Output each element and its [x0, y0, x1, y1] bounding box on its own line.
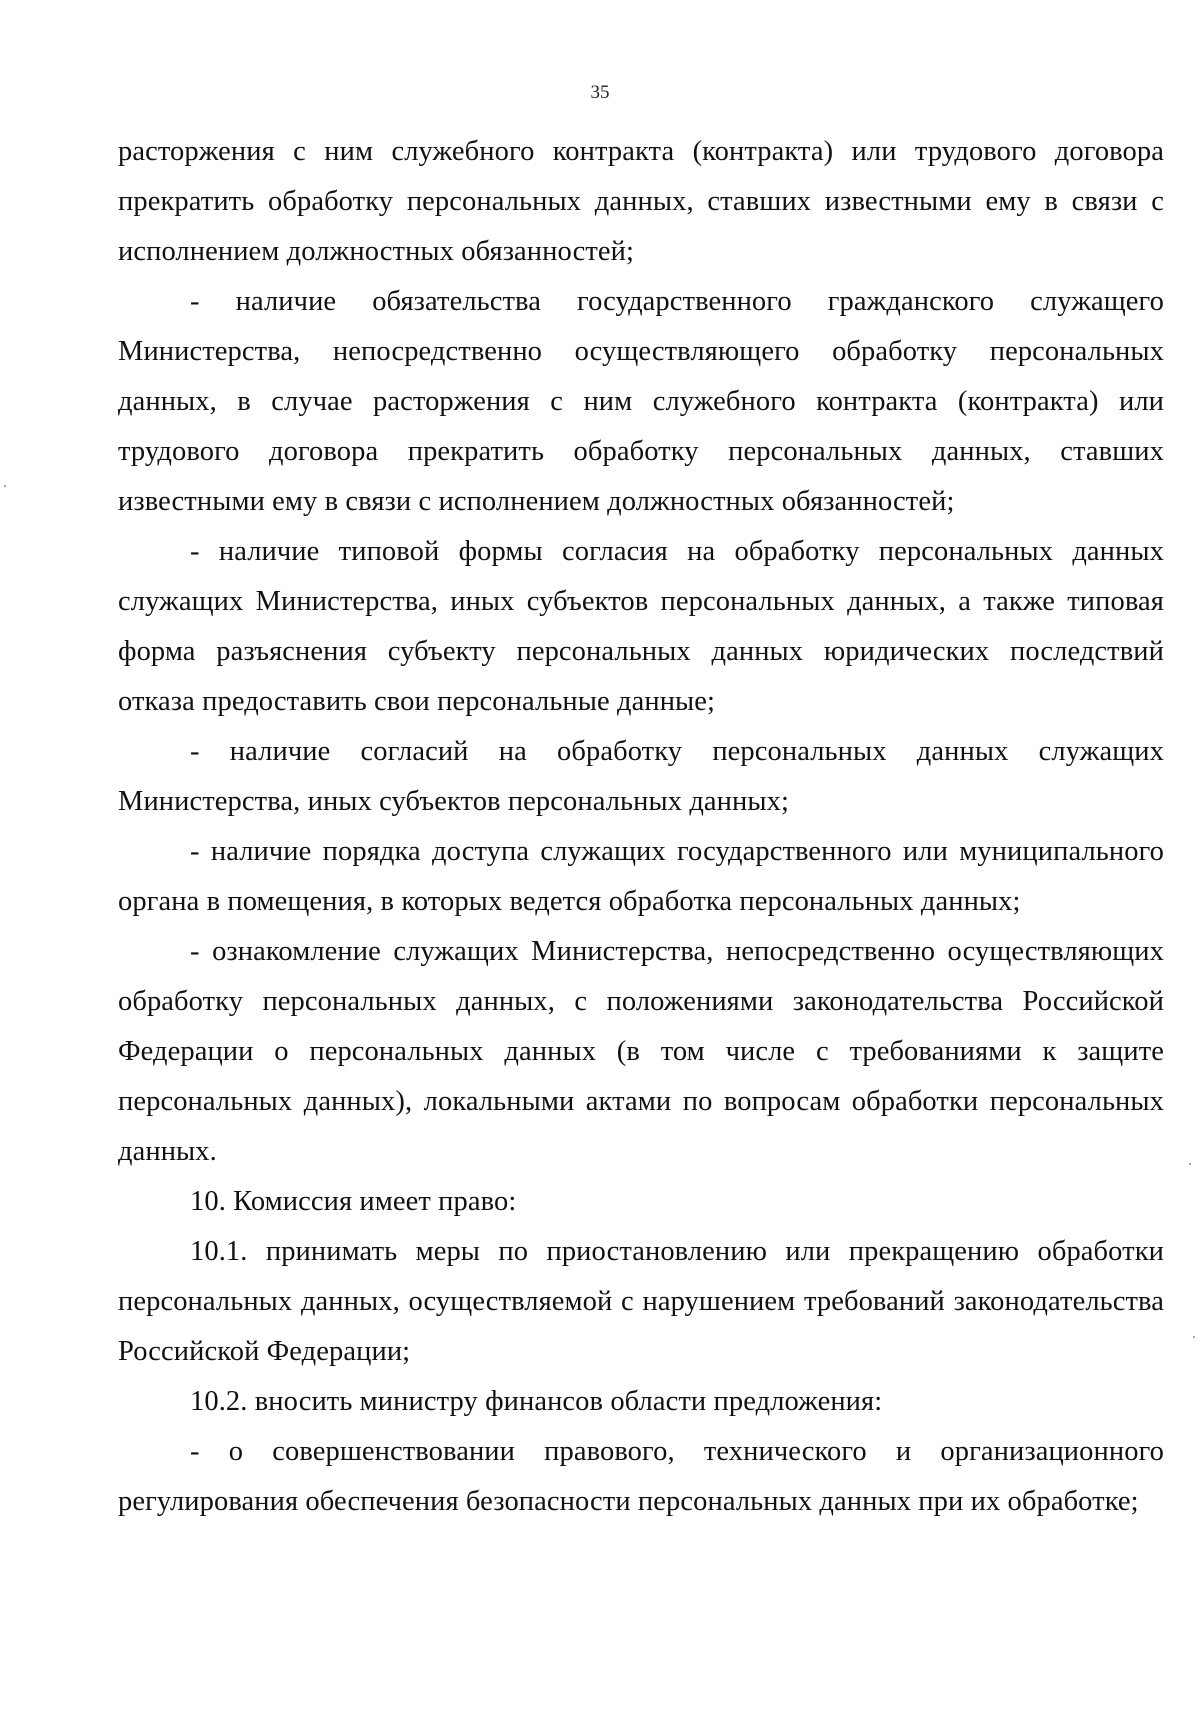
document-body: [118, 127, 1164, 1527]
paragraph-section-10: 10. Комиссия имеет право:: [190, 1186, 517, 1217]
paragraph-consents-item: - наличие согласий на обработку персональных данных служащих Министерства, иных субъектов персональных данных;: [118, 736, 1164, 817]
scan-speck: [4, 485, 6, 487]
paragraph-familiarization-item: - ознакомление служащих Министерства, непосредственно осуществляющих обработку персональных данных, с положениями законодательства Российской Федерации о персональных данных (в том числе с требованиями к защите персональных данных), локальными актами по вопросам обработки персональных данных.: [118, 936, 1164, 1167]
paragraph-consent-form-item: - наличие типовой формы согласия на обработку персональных данных служащих Министерства, иных субъектов персональных данных, а также типовая форма разъяснения субъекту персональных данных юридических последствий отказа предоставить свои персональные данные;: [118, 536, 1164, 717]
paragraph-obligation-item: - наличие обязательства государственного гражданского служащего Министерства, непосредственно осуществляющего обработку персональных данных, в случае расторжения с ним служебного контракта (контракта) или трудового договора прекратить обработку персональных данных, ставших известными ему в связи с исполнением должностных обязанностей;: [118, 286, 1164, 517]
paragraph-access-order-item: - наличие порядка доступа служащих государственного или муниципального органа в помещения, в которых ведется обработка персональных данных;: [118, 836, 1164, 917]
page-number: 35: [590, 82, 610, 103]
paragraph-continuation: расторжения с ним служебного контракта (контракта) или трудового договора прекратить обработку персональных данных, ставших известными ему в связи с исполнением должностных обязанностей;: [118, 136, 1164, 267]
paragraph-improvement-item: - о совершенствовании правового, технического и организационного регулирования обеспечения безопасности персональных данных при их обработке;: [118, 1436, 1164, 1517]
paragraph-section-10-1: 10.1. принимать меры по приостановлению или прекращению обработки персональных данных, осуществляемой с нарушением требований законодательства Российской Федерации;: [118, 1236, 1164, 1367]
scan-speck: [1189, 1163, 1191, 1165]
scan-speck: [1193, 1336, 1195, 1338]
paragraph-section-10-2: 10.2. вносить министру финансов области предложения:: [190, 1386, 883, 1417]
